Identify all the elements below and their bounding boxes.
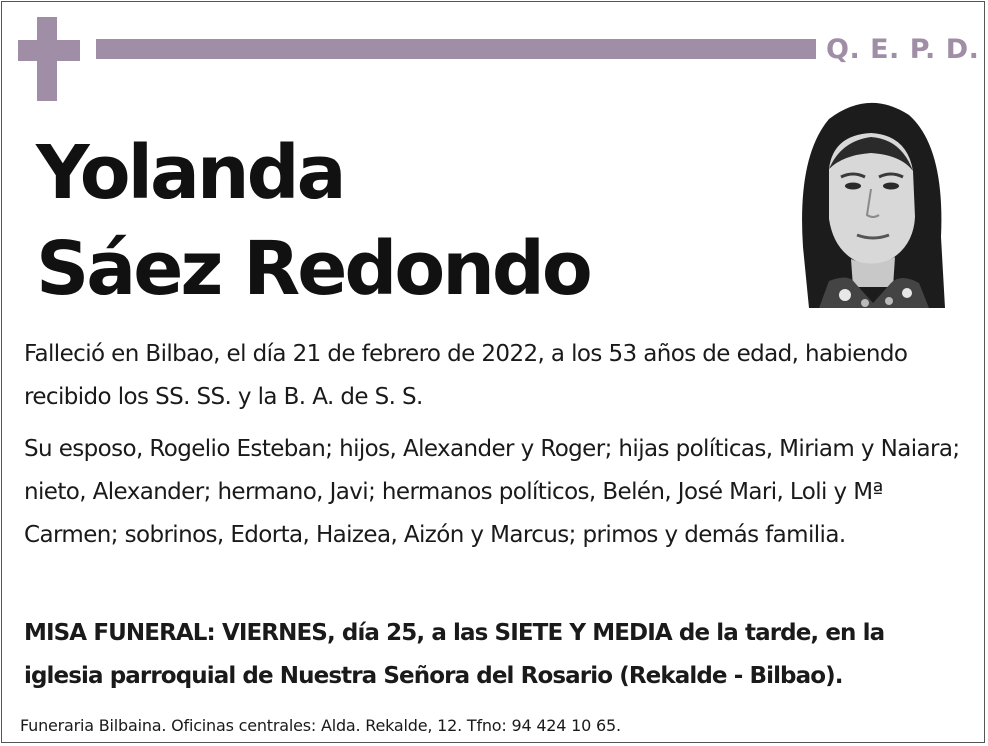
deceased-first-name: Yolanda — [36, 130, 344, 216]
family-paragraph: Su esposo, Rogelio Esteban; hijos, Alexander y Roger; hijas políticas, Miriam y Naiara; nieto, Alexander; hermano, Javi; hermanos políticos, Belén, José Mari, Loli y Mª Carmen; sobrinos, Edorta, Haizea, Aizón y Marcus; primos y demás familia. — [24, 436, 960, 548]
header-rule — [96, 39, 816, 59]
funeral-home-footer: Funeraria Bilbaina. Oficinas centrales: Alda. Rekalde, 12. Tfno: 94 424 10 65. — [20, 716, 621, 735]
portrait-photo — [789, 97, 948, 308]
death-notice-paragraph: Falleció en Bilbao, el día 21 de febrero de 2022, a los 53 años de edad, habiendo recibido los SS. SS. y la B. A. de S. S. — [24, 341, 908, 410]
cross-horizontal-bar — [18, 40, 80, 61]
deceased-surnames: Sáez Redondo — [36, 226, 590, 312]
funeral-mass-paragraph: MISA FUNERAL: VIERNES, día 25, a las SIETE Y MEDIA de la tarde, en la iglesia parroquial de Nuestra Señora del Rosario (Rekalde - Bilbao). — [24, 620, 885, 689]
qepd-heading: Q. E. P. D. — [826, 34, 980, 65]
